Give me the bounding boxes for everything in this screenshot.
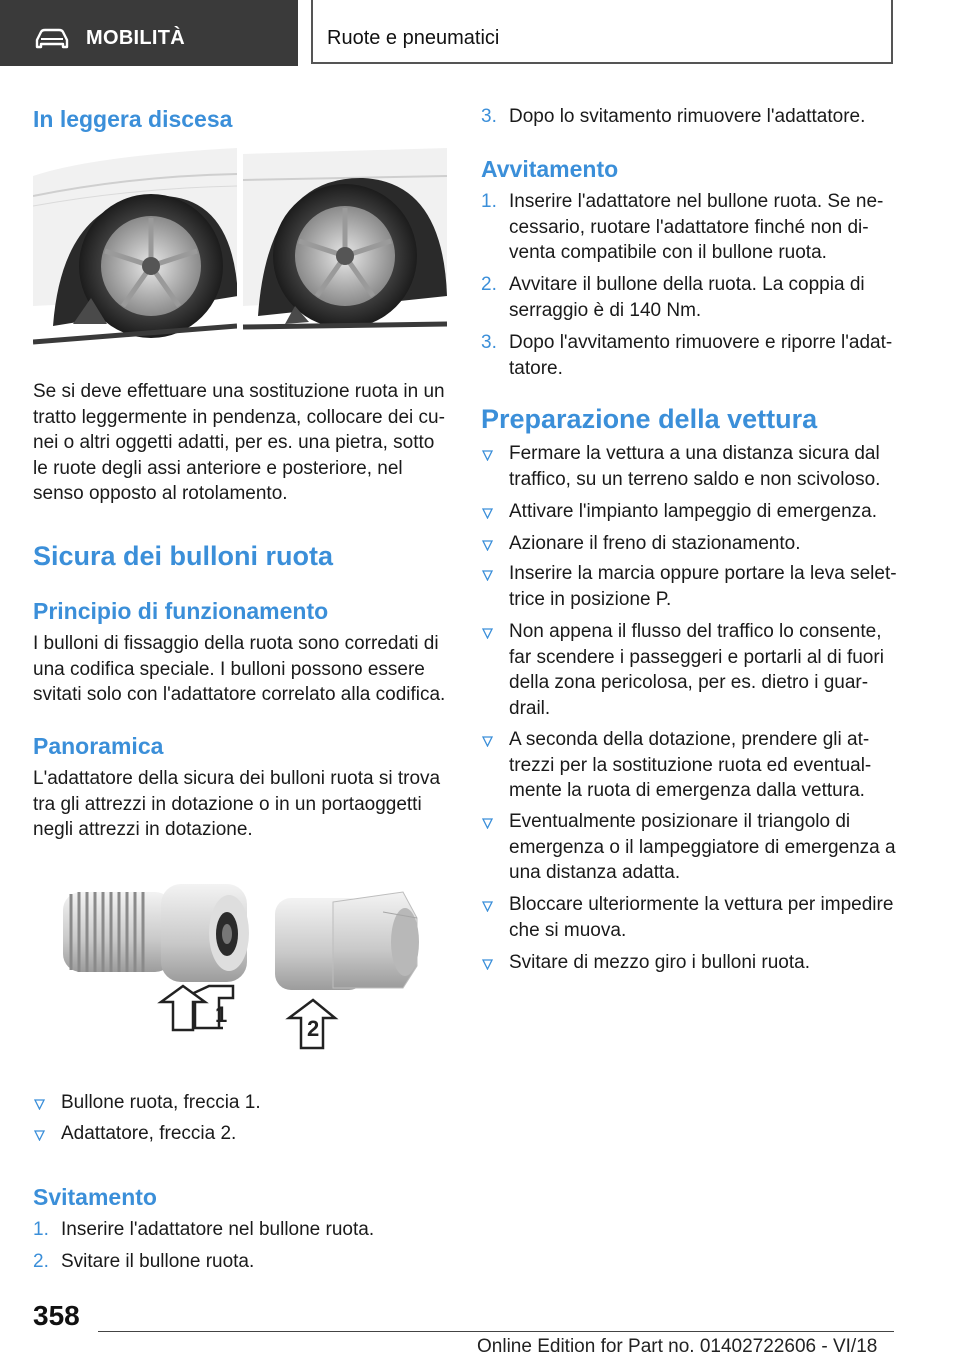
text-line: trice in posizione P.: [509, 588, 672, 610]
prep-item-text: [509, 619, 884, 721]
page-number: 358: [33, 1300, 80, 1331]
triangle-bullet-icon: [482, 508, 493, 519]
overview-paragraph: [33, 766, 440, 843]
triangle-bullet-icon: [482, 901, 493, 912]
text-line: far scendere i passeggeri e portarli al di fuori: [509, 646, 884, 668]
text-line: Non appena il flusso del traffico lo consente,: [509, 621, 882, 642]
text-line: tatore.: [509, 357, 563, 379]
arrow-label-1: 1: [215, 1002, 228, 1027]
section-tab: [0, 0, 298, 66]
text-line: Azionare il freno di stazionamento.: [509, 533, 801, 554]
text-line: Inserire l'adattatore nel bullone ruota. Se ne-: [509, 191, 884, 212]
text-line: Se si deve effettuare una sostituzione ruota in un: [33, 381, 445, 402]
slope-illustration: [33, 146, 447, 348]
text-line: venta compatibile con il bullone ruota.: [509, 242, 827, 263]
text-line: drail.: [509, 697, 551, 719]
section-label: MOBILITÀ: [86, 27, 186, 49]
text-line: traffico, su un terreno saldo e non scivoloso.: [509, 468, 881, 490]
text-line: le ruote degli assi anteriore e posteriore, nel: [33, 457, 403, 479]
text-line: Fermare la vettura a una distanza sicura dal: [509, 443, 880, 464]
car-icon: [34, 28, 70, 50]
triangle-bullet-icon: [482, 540, 493, 551]
prep-item-text: [509, 441, 880, 492]
step-text: Svitare il bullone ruota.: [61, 1251, 255, 1272]
text-line: senso opposto al rotolamento.: [33, 483, 288, 504]
prep-item-text: [509, 950, 810, 976]
step-number: 1.: [33, 1219, 49, 1240]
text-line: L'adattatore della sicura dei bulloni ruota si trova: [33, 768, 441, 789]
step-text: Dopo lo svitamento rimuovere l'adattatore.: [509, 106, 866, 127]
text-line: che si muova.: [509, 919, 627, 941]
heading-unscrew: Svitamento: [33, 1184, 157, 1210]
legend-text: Bullone ruota, freccia 1.: [61, 1092, 261, 1113]
arrow-label-2: 2: [307, 1016, 320, 1041]
arrow-1-icon: [161, 986, 233, 1030]
triangle-bullet-icon: [482, 628, 493, 639]
step-text: Inserire l'adattatore nel bullone ruota.: [61, 1219, 375, 1240]
heading-prep: Preparazione della vettura: [481, 404, 818, 434]
footer-edition: Online Edition for Part no. 01402722606 - VI/18: [477, 1336, 878, 1357]
text-line: emergenza o il lampeggiatore di emergenza a: [509, 836, 896, 858]
principle-paragraph: [33, 631, 445, 708]
text-line: cessario, ruotare l'adattatore finché non di-: [509, 216, 869, 238]
legend-text: Adattatore, freccia 2.: [61, 1123, 237, 1144]
text-line: della zona pericolosa, per es. dietro i guar-: [509, 672, 869, 693]
text-line: Eventualmente posizionare il triangolo di: [509, 811, 851, 832]
text-line: una codifica speciale. I bulloni possono essere: [33, 658, 425, 680]
triangle-bullet-icon: [482, 818, 493, 829]
text-line: nei o altri oggetti adatti, per es. una pietra, sotto: [33, 432, 435, 453]
prep-item-text: [509, 809, 896, 886]
prep-item-text: [509, 561, 897, 612]
step-text: [509, 189, 883, 266]
step-number: 2.: [481, 274, 497, 295]
triangle-bullet-icon: [482, 570, 493, 581]
prep-item-text: [509, 727, 871, 804]
heading-overview: Panoramica: [33, 733, 164, 759]
text-line: una distanza adatta.: [509, 862, 681, 883]
step-number: 3.: [481, 332, 497, 353]
text-line: Avvitare il bullone della ruota. La coppia di: [509, 274, 865, 295]
heading-lock: Sicura dei bulloni ruota: [33, 541, 334, 571]
text-line: Attivare l'impianto lampeggio di emergenza.: [509, 501, 877, 522]
triangle-bullet-icon: [482, 959, 493, 970]
triangle-bullet-icon: [34, 1130, 45, 1141]
triangle-bullet-icon: [482, 450, 493, 461]
text-line: negli attrezzi in dotazione.: [33, 819, 253, 840]
text-line: Dopo l'avvitamento rimuovere e riporre l'adat-: [509, 332, 893, 353]
text-line: tra gli attrezzi in dotazione o in un portaoggetti: [33, 793, 422, 815]
text-line: I bulloni di fissaggio della ruota sono corredati di: [33, 633, 439, 654]
heading-slope: In leggera discesa: [33, 106, 233, 132]
chapter-title: Ruote e pneumatici: [327, 27, 500, 49]
chapter-tab: [311, 0, 893, 64]
triangle-bullet-icon: [34, 1099, 45, 1110]
heading-principle: Principio di funzionamento: [33, 598, 329, 624]
text-line: tratto leggermente in pendenza, collocare dei cu-: [33, 406, 445, 428]
prep-item-text: [509, 531, 801, 557]
footer-rule: [98, 1331, 894, 1332]
step-number: 1.: [481, 191, 497, 212]
step-number: 2.: [33, 1251, 49, 1272]
prep-item-text: [509, 892, 893, 943]
text-line: trezzi per la sostituzione ruota ed eventual-: [509, 754, 872, 776]
text-line: svitati solo con l'adattatore correlato alla codifica.: [33, 684, 446, 705]
slope-paragraph: [33, 379, 445, 507]
text-line: serraggio è di 140 Nm.: [509, 299, 702, 321]
bolt-adapter-illustration: [33, 862, 447, 1064]
step-text: [509, 272, 865, 323]
text-line: Svitare di mezzo giro i bulloni ruota.: [509, 952, 810, 973]
step-text: [509, 330, 892, 381]
step-number: 3.: [481, 106, 497, 127]
prep-item-text: [509, 499, 877, 525]
triangle-bullet-icon: [482, 736, 493, 747]
text-line: mente la ruota di emergenza dalla vettura.: [509, 780, 865, 801]
heading-screw: Avvitamento: [481, 156, 619, 182]
text-line: A seconda della dotazione, prendere gli at-: [509, 729, 870, 750]
text-line: Bloccare ulteriormente la vettura per impedire: [509, 894, 894, 915]
arrow-2-icon: [289, 1000, 335, 1048]
text-line: Inserire la marcia oppure portare la leva selet-: [509, 563, 897, 584]
